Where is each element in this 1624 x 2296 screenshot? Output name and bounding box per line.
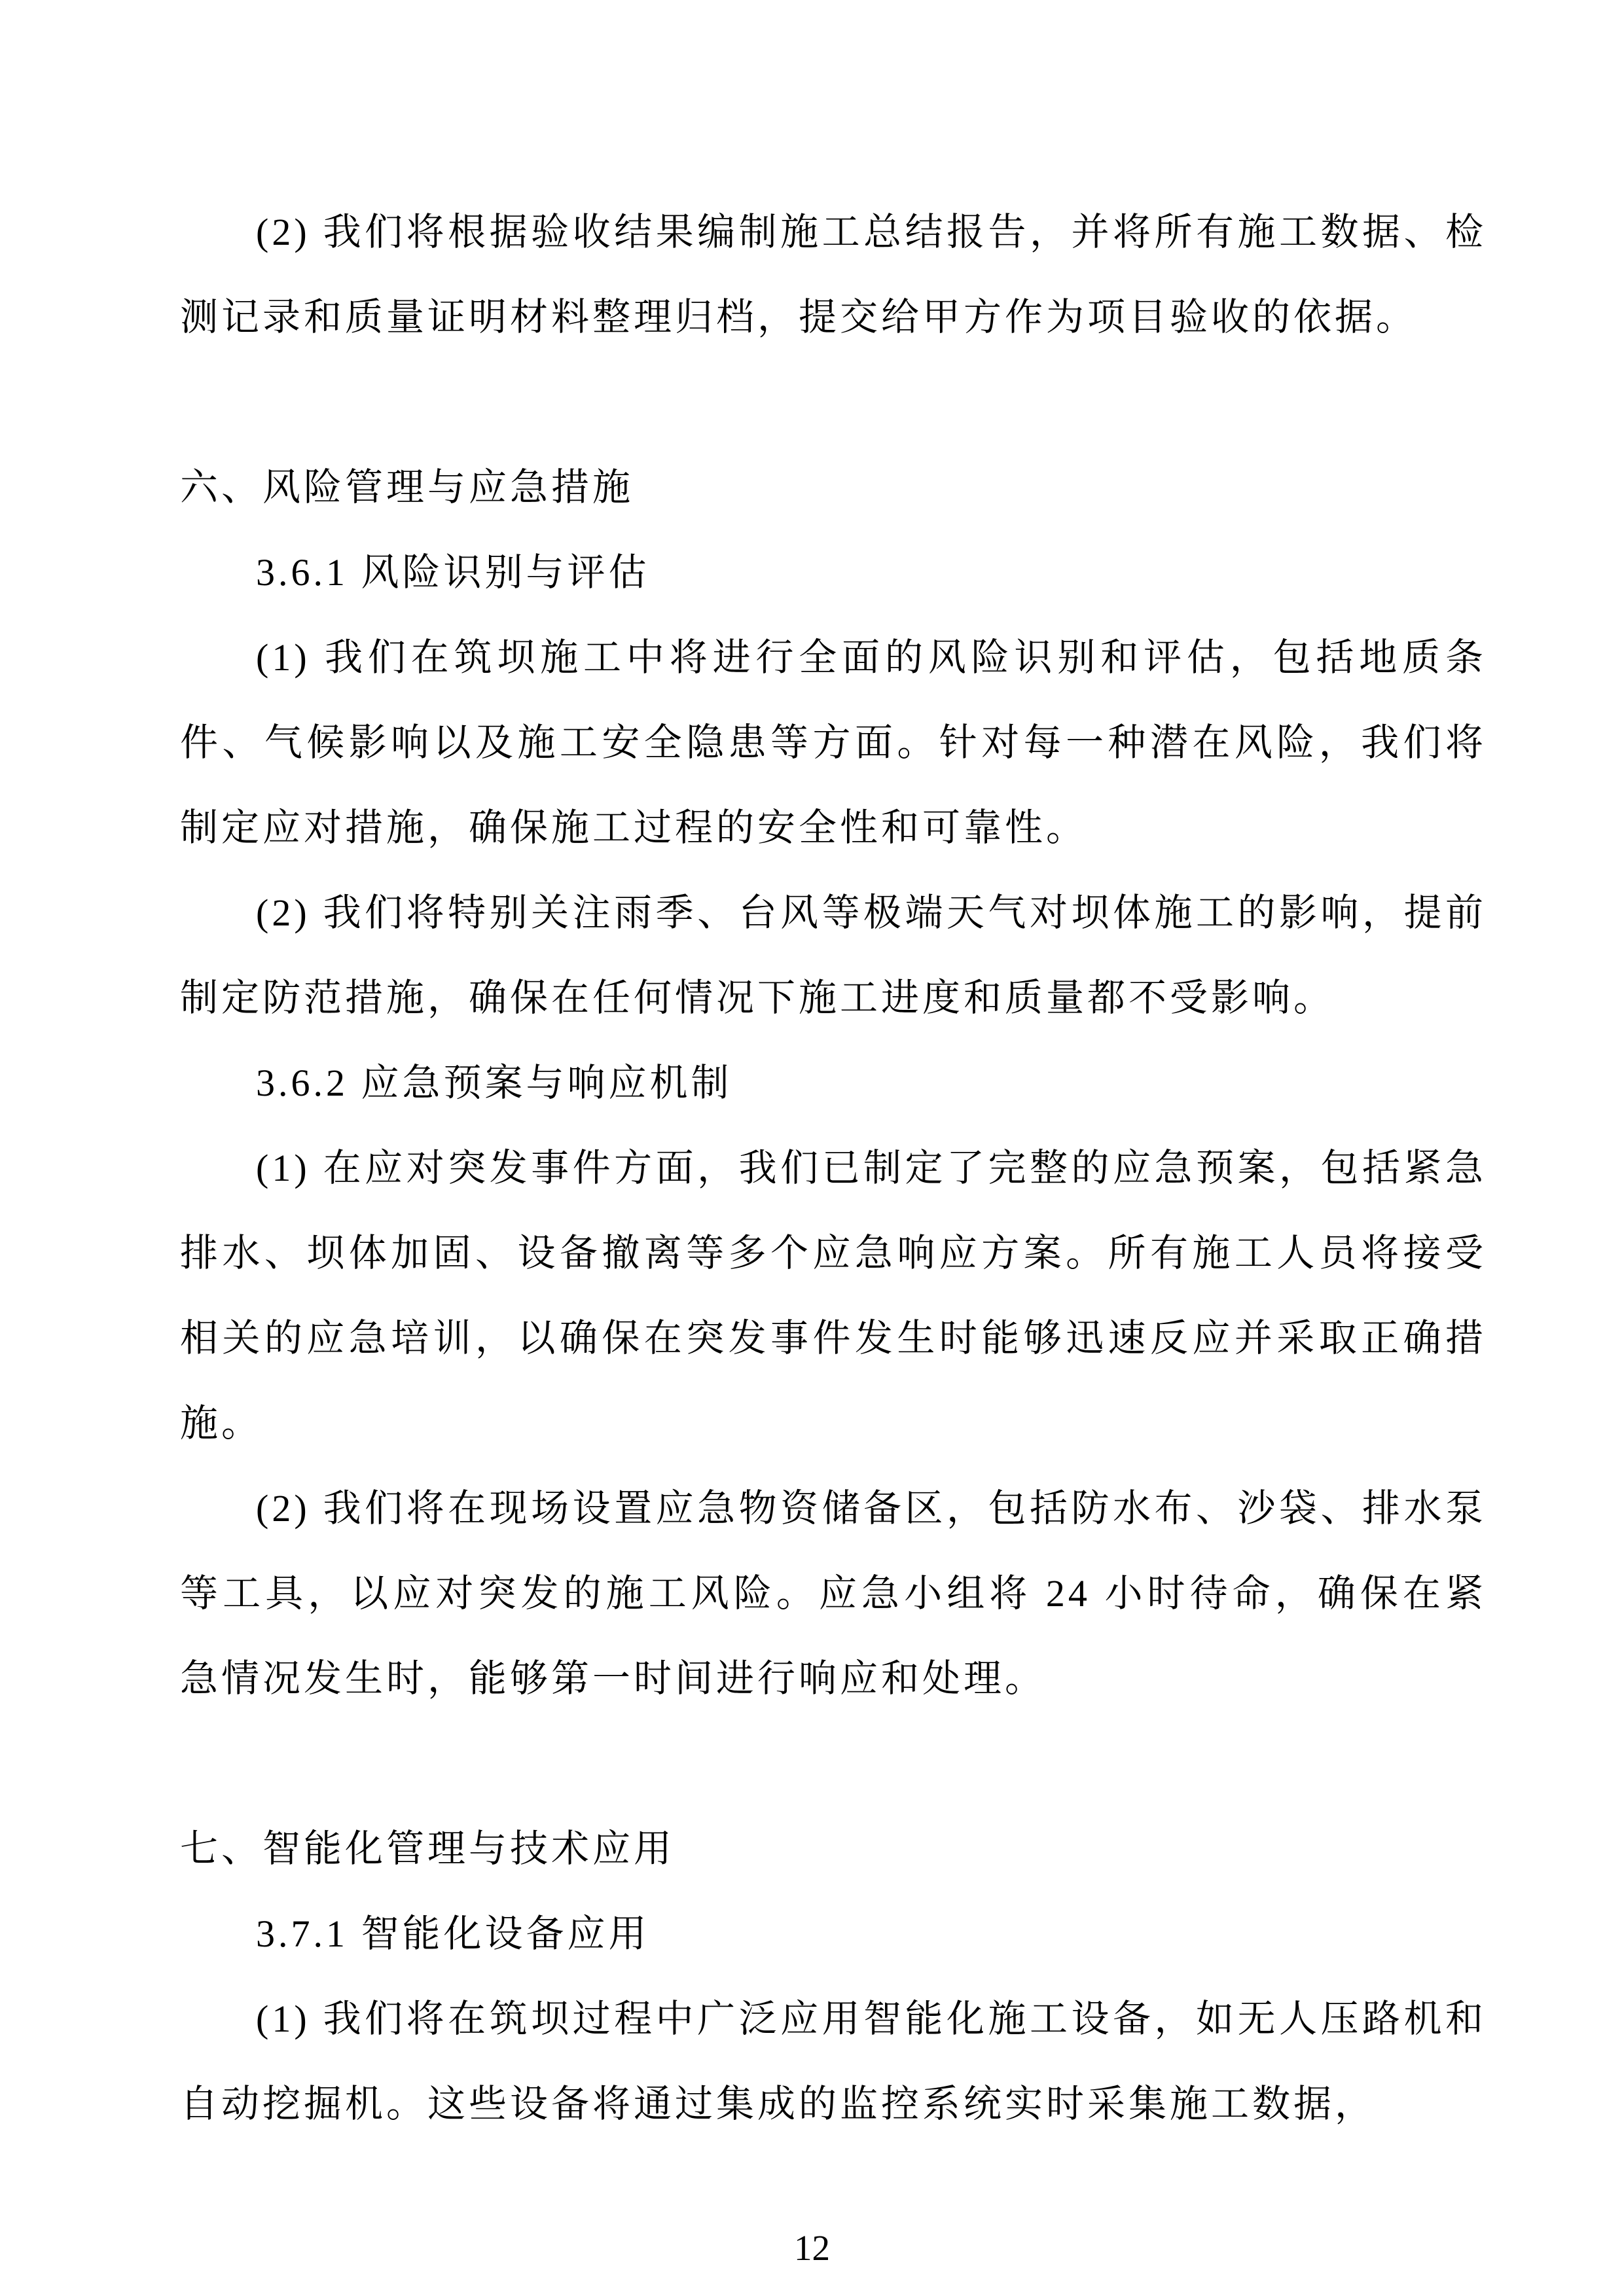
subsection-heading: 3.7.1 智能化设备应用 [256, 1912, 650, 1955]
paragraph: (1) 我们在筑坝施工中将进行全面的风险识别和评估，包括地质条件、气候影响以及施工安全隐患等方面。针对每一种潜在风险，我们将制定应对措施，确保施工过程的安全性和可靠性。 [180, 636, 1487, 849]
subsection-heading: 3.6.1 风险识别与评估 [256, 551, 650, 594]
section-heading: 六、风险管理与应急措施 [180, 466, 634, 509]
subsection-heading: 3.6.2 应急预案与响应机制 [256, 1062, 732, 1104]
page-number: 12 [794, 2228, 830, 2268]
paragraph: (2) 我们将在现场设置应急物资储备区，包括防水布、沙袋、排水泵等工具，以应对突发的施工风险。应急小组将 24 小时待命，确保在紧急情况发生时，能够第一时间进行响应和处理。 [180, 1487, 1487, 1700]
paragraph: (1) 在应对突发事件方面，我们已制定了完整的应急预案，包括紧急排水、坝体加固、设备撤离等多个应急响应方案。所有施工人员将接受相关的应急培训，以确保在突发事件发生时能够迅速反应并采取正确措施。 [180, 1147, 1487, 1444]
paragraph: (1) 我们将在筑坝过程中广泛应用智能化施工设备，如无人压路机和自动挖掘机。这些设备将通过集成的监控系统实时采集施工数据， [180, 1998, 1487, 2125]
paragraph: (2) 我们将根据验收结果编制施工总结报告，并将所有施工数据、检测记录和质量证明材料整理归档，提交给甲方作为项目验收的依据。 [180, 211, 1487, 338]
section-heading: 七、智能化管理与技术应用 [180, 1827, 676, 1870]
document-body [180, 190, 1487, 2147]
paragraph: (2) 我们将特别关注雨季、台风等极端天气对坝体施工的影响，提前制定防范措施，确保在任何情况下施工进度和质量都不受影响。 [180, 891, 1487, 1019]
